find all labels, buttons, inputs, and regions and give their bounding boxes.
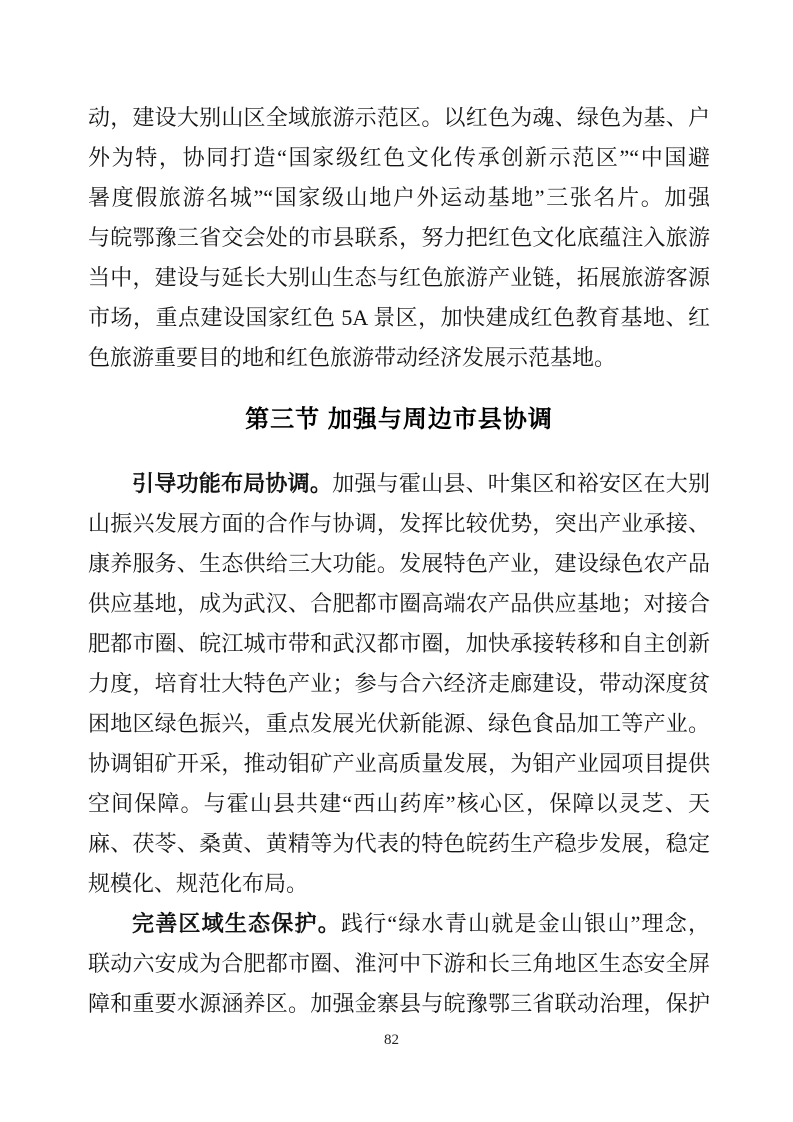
text-line [88,904,710,944]
text-line: 联动六安成为合肥都市圈、淮河中下游和长三角地区生态安全屏 [88,951,710,976]
text-line: 暑度假旅游名城”“国家级山地户外运动基地”三张名片。加强 [88,185,710,210]
text-line: 协调钼矿开采，推动钼矿产业高质量发展，为钼产业园项目提供 [88,751,710,776]
text-line: 山振兴发展方面的合作与协调，发挥比较优势，突出产业承接、 [88,511,710,536]
text-line: 力度，培育壮大特色产业；参与合六经济走廊建设，带动深度贫 [88,671,710,696]
text-line: 外为特，协同打造“国家级红色文化传承创新示范区”“中国避 [88,145,710,170]
text-line: 色旅游重要目的地和红色旅游带动经济发展示范基地。 [88,345,617,370]
paragraph-2 [88,464,710,904]
paragraph-1 [88,98,710,378]
paragraph-text: 践行“绿水青山就是金山银山”理念， [340,911,710,936]
paragraph-text: 加强与霍山县、叶集区和裕安区在大别 [332,471,710,496]
text-line: 障和重要水源涵养区。加强金寨县与皖豫鄂三省联动治理，保护 [88,991,710,1016]
text-line: 困地区绿色振兴，重点发展光伏新能源、绿色食品加工等产业。 [88,711,710,736]
text-line: 市场，重点建设国家红色 5A 景区，加快建成红色教育基地、红 [88,305,710,330]
text-line: 当中，建设与延长大别山生态与红色旅游产业链，拓展旅游客源 [88,265,710,290]
text-line: 供应基地，成为武汉、合肥都市圈高端农产品供应基地；对接合 [88,591,710,616]
paragraph-lead: 引导功能布局协调。 [132,471,333,496]
section-heading: 第三节 加强与周边市县协调 [245,406,553,433]
text-line: 规模化、规范化布局。 [88,871,309,896]
page-number: 82 [384,1032,399,1048]
paragraph-lead: 完善区域生态保护。 [132,911,341,936]
text-line [88,464,710,504]
text-line: 康养服务、生态供给三大功能。发展特色产业，建设绿色农产品 [88,551,710,576]
text-line: 空间保障。与霍山县共建“西山药库”核心区，保障以灵芝、天 [88,791,710,816]
text-line: 麻、茯苓、桑黄、黄精等为代表的特色皖药生产稳步发展，稳定 [88,831,710,856]
paragraph-3 [88,904,710,1024]
text-line: 动，建设大别山区全域旅游示范区。以红色为魂、绿色为基、户 [88,105,710,130]
text-line: 肥都市圈、皖江城市带和武汉都市圈，加快承接转移和自主创新 [88,631,710,656]
text-line: 与皖鄂豫三省交会处的市县联系，努力把红色文化底蕴注入旅游 [88,225,710,250]
